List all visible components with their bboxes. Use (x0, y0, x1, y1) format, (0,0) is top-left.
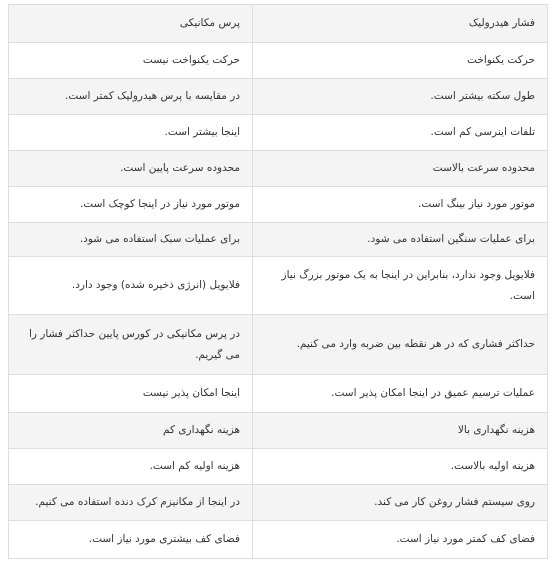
hydraulic-cell: روی سیستم فشار روغن کار می کند. (253, 485, 548, 521)
hydraulic-cell: فضای کف کمتر مورد نیاز است. (253, 521, 548, 559)
mechanical-cell: اینجا بیشتر است. (9, 115, 253, 151)
mechanical-cell: فضای کف بیشتری مورد نیاز است. (9, 521, 253, 559)
mechanical-cell: موتور مورد نیاز در اینجا کوچک است. (9, 187, 253, 223)
table-row (9, 257, 548, 315)
table-row (9, 79, 548, 115)
mechanical-cell: هزینه اولیه کم است. (9, 449, 253, 485)
hydraulic-cell: تلفات اینرسی کم است. (253, 115, 548, 151)
table-row (9, 375, 548, 413)
hydraulic-cell: عملیات ترسیم عمیق در اینجا امکان پذیر است. (253, 375, 548, 413)
table-row (9, 223, 548, 257)
hydraulic-cell: محدوده سرعت بالاست (253, 151, 548, 187)
mechanical-cell: هزینه نگهداری کم (9, 413, 253, 449)
comparison-table (8, 4, 548, 559)
table-row (9, 521, 548, 559)
comparison-table-container (8, 4, 548, 559)
hydraulic-cell: حداکثر فشاری که در هر نقطه بین ضربه وارد می کنیم. (253, 315, 548, 375)
table-row (9, 43, 548, 79)
hydraulic-cell: برای عملیات سنگین استفاده می شود. (253, 223, 548, 257)
mechanical-cell: در پرس مکانیکی در کورس پایین حداکثر فشار را می گیریم. (9, 315, 253, 375)
table-row (9, 449, 548, 485)
mechanical-cell: اینجا امکان پذیر نیست (9, 375, 253, 413)
hydraulic-cell: فلایویل وجود ندارد، بنابراین در اینجا به یک موتور بزرگ نیاز است. (253, 257, 548, 315)
mechanical-cell: پرس مکانیکی (9, 5, 253, 43)
mechanical-cell: محدوده سرعت پایین است. (9, 151, 253, 187)
comparison-table-body (9, 5, 548, 559)
hydraulic-cell: هزینه اولیه بالاست. (253, 449, 548, 485)
hydraulic-cell: حرکت یکنواخت (253, 43, 548, 79)
mechanical-cell: فلایویل (انرژی ذخیره شده) وجود دارد. (9, 257, 253, 315)
hydraulic-cell: فشار هیدرولیک (253, 5, 548, 43)
mechanical-cell: برای عملیات سبک استفاده می شود. (9, 223, 253, 257)
hydraulic-cell: طول سکته بیشتر است. (253, 79, 548, 115)
table-row (9, 187, 548, 223)
hydraulic-cell: هزینه نگهداری بالا (253, 413, 548, 449)
mechanical-cell: در اینجا از مکانیزم کرک دنده استفاده می کنیم. (9, 485, 253, 521)
hydraulic-cell: موتور مورد نیاز بینگ است. (253, 187, 548, 223)
table-row (9, 413, 548, 449)
mechanical-cell: حرکت یکنواخت نیست (9, 43, 253, 79)
table-row (9, 315, 548, 375)
table-row (9, 5, 548, 43)
table-row (9, 151, 548, 187)
table-row (9, 115, 548, 151)
mechanical-cell: در مقایسه با پرس هیدرولیک کمتر است. (9, 79, 253, 115)
table-row (9, 485, 548, 521)
